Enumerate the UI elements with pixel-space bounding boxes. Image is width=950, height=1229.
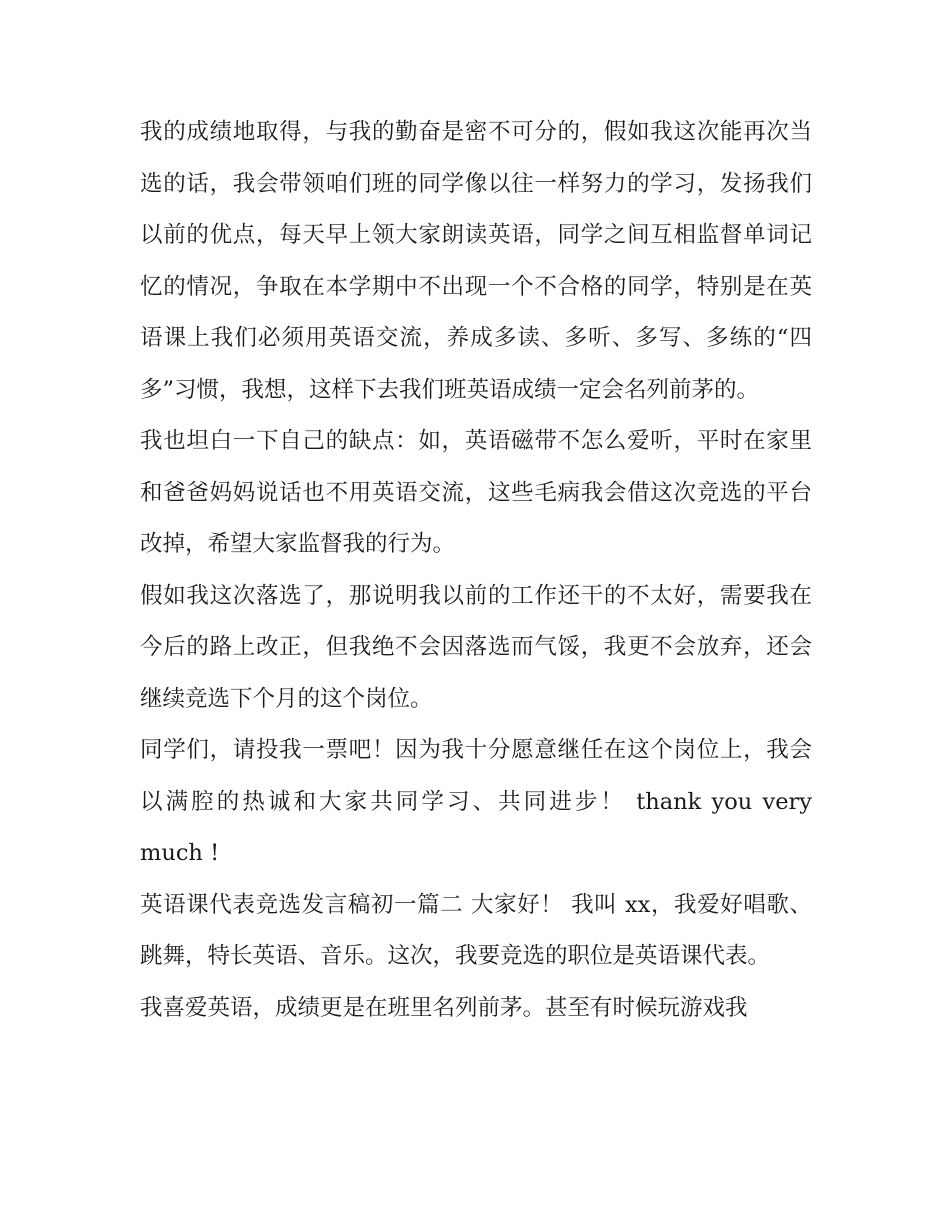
document-body — [140, 107, 812, 1034]
paragraph-1: 我的成绩地取得，与我的勤奋是密不可分的，假如我这次能再次当选的话，我会带领咱们班的同学像以往一样努力的学习，发扬我们以前的优点，每天早上领大家朗读英语，同学之间互相监督单词记忆的情况，争取在本学期中不出现一个不合格的同学，特别是在英语课上我们必须用英语交流，养成多读、多听、多写、多练的“四多”习惯，我想，这样下去我们班英语成绩一定会名列前茅的。 — [140, 119, 812, 403]
paragraph-2: 我也坦白一下自己的缺点：如，英语磁带不怎么爱听，平时在家里和爸爸妈妈说话也不用英语交流，这些毛病我会借这次竞选的平台改掉，希望大家监督我的行为。 — [140, 428, 812, 557]
paragraph-3: 假如我这次落选了，那说明我以前的工作还干的不太好，需要我在今后的路上改正，但我绝不会因落选而气馁，我更不会放弃，还会继续竞选下个月的这个岗位。 — [140, 582, 812, 712]
paragraph-5: 英语课代表竞选发言稿初一篇二 大家好！ 我叫 xx，我爱好唱歌、跳舞，特长英语、音乐。这次，我要竞选的职位是英语课代表。 — [140, 891, 812, 969]
paragraph-6: 我喜爱英语，成绩更是在班里名列前茅。甚至有时候玩游戏我 — [140, 994, 748, 1021]
paragraph-4: 同学们，请投我一票吧！因为我十分愿意继任在这个岗位上，我会以满腔的热诚和大家共同学习、共同进步！ thank you very much ! — [140, 737, 812, 866]
